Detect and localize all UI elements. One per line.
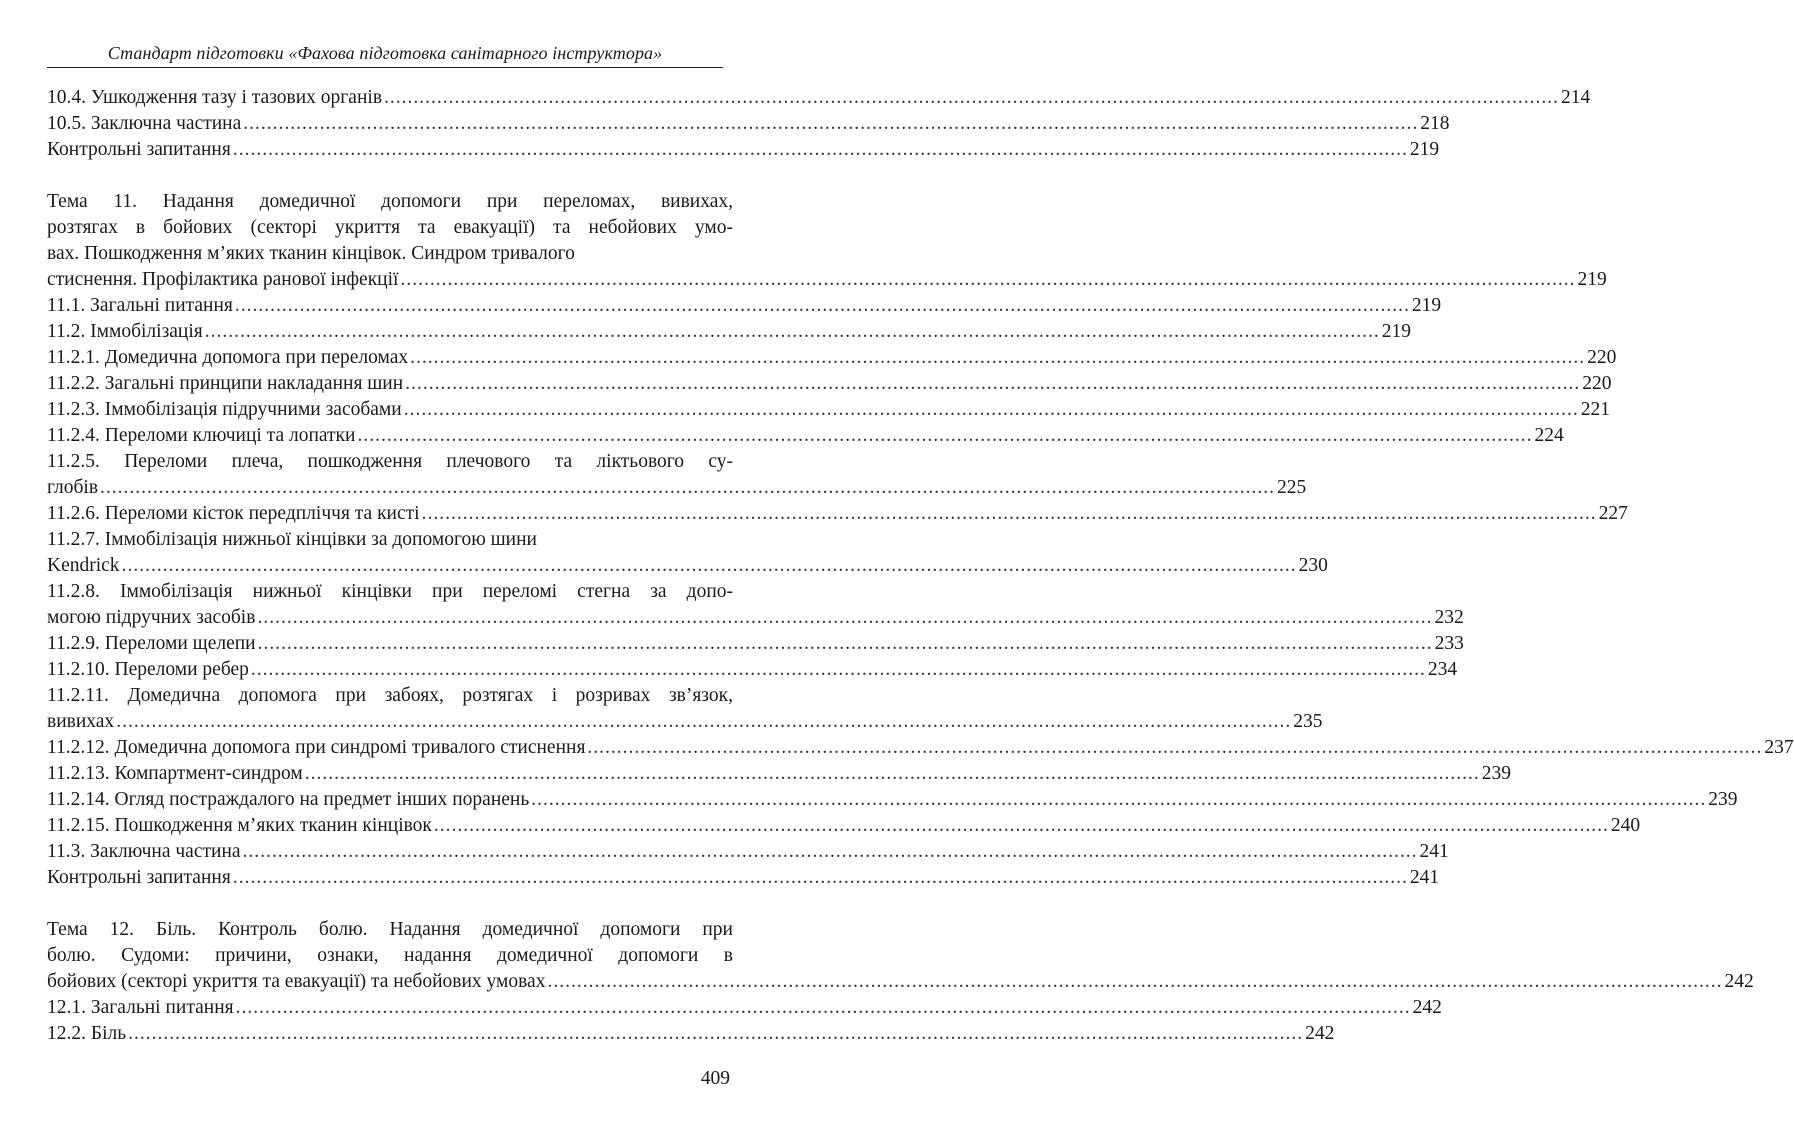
toc-entry[interactable] (47, 813, 1641, 839)
dot-leader: ........................................................................................................................................................................................................ (384, 87, 1560, 108)
toc-entry-page: 230 (1298, 555, 1328, 576)
toc-entry-page: 242 (1412, 997, 1442, 1018)
dot-leader: ........................................................................................................................................................................................................ (405, 373, 1581, 394)
dot-leader: ........................................................................................................................................................................................................ (204, 321, 1380, 342)
toc-entry-page: 232 (1434, 607, 1464, 628)
toc-entry-page: 227 (1598, 503, 1628, 524)
toc-group-11-a (47, 293, 1617, 449)
toc-entry-page: 239 (1708, 789, 1738, 810)
page-number: 409 (700, 1068, 730, 1089)
toc-entry-line (47, 605, 1464, 631)
toc-entry-11-2-6[interactable] (47, 501, 1628, 527)
toc-entry[interactable] (47, 397, 1610, 423)
toc-entry[interactable] (47, 735, 1794, 761)
toc-entry-page: 220 (1582, 373, 1612, 394)
toc-entry-page: 242 (1305, 1023, 1335, 1044)
toc-entry-title: 11.2.1. Домедична допомога при переломах (47, 347, 409, 368)
toc-entry-title: 11.2.4. Переломи ключиці та лопатки (47, 425, 356, 446)
dot-leader: ........................................................................................................................................................................................................ (100, 477, 1276, 498)
toc-entry-page: 241 (1409, 867, 1440, 888)
toc-group-11-c (47, 735, 1794, 891)
toc-entry-title: 11.2.12. Домедична допомога при синдромі тривалого стиснення (47, 737, 586, 758)
toc-entry-line: 11.2.11. Домедична допомога при забоях, розтягах і розривах зв’язок, (47, 685, 733, 706)
topic-11-last-line (47, 267, 1607, 293)
toc-entry[interactable] (47, 85, 1591, 111)
dot-leader: ........................................................................................................................................................................................................ (531, 789, 1707, 810)
toc-entry[interactable] (47, 631, 1464, 657)
toc-entry-title: 11.2. Іммобілізація (47, 321, 203, 342)
topic-11-line: розтягах в бойових (секторі укриття та евакуації) та небойових умо- (47, 217, 733, 238)
dot-leader: ........................................................................................................................................................................................................ (257, 607, 1433, 628)
toc-entry[interactable] (47, 423, 1564, 449)
toc-entry-page: 219 (1381, 321, 1411, 342)
toc-entry[interactable] (47, 111, 1450, 137)
dot-leader: ........................................................................................................................................................................................................ (121, 555, 1297, 576)
dot-leader: ........................................................................................................................................................................................................ (250, 659, 1426, 680)
toc-entry-page: 241 (1419, 841, 1449, 862)
dot-leader: ........................................................................................................................................................................................................ (128, 1023, 1304, 1044)
table-of-contents (47, 85, 1794, 1047)
toc-entry-page: 242 (1724, 971, 1754, 992)
dot-leader: ........................................................................................................................................................................................................ (304, 763, 1480, 784)
toc-entry-title: 11.2.6. Переломи кісток передпліччя та кисті (47, 503, 420, 524)
toc-entry-title: 11.2.3. Іммобілізація підручними засобами (47, 399, 402, 420)
toc-entry-11-2-7[interactable] (47, 527, 1328, 579)
dot-leader: ........................................................................................................................................................................................................ (235, 997, 1411, 1018)
toc-entry-line: 11.2.8. Іммобілізація нижньої кінцівки при переломі стегна за допо- (47, 581, 733, 602)
toc-entry-page: 234 (1427, 659, 1458, 680)
dot-leader: ........................................................................................................................................................................................................ (403, 399, 1579, 420)
toc-entry-title: Контрольні запитання (47, 139, 231, 160)
dot-leader: ........................................................................................................................................................................................................ (547, 971, 1723, 992)
toc-entry-page: 239 (1481, 763, 1511, 784)
topic-12-line: болю. Судоми: причини, ознаки, надання домедичної допомоги в (47, 945, 733, 966)
toc-entry-title: 11.2.15. Пошкодження м’яких тканин кінцівок (47, 815, 432, 836)
toc-entry-page: 225 (1277, 477, 1307, 498)
toc-entry-page: 219 (1411, 295, 1442, 316)
toc-topic-11[interactable] (47, 189, 1607, 293)
dot-leader: ........................................................................................................................................................................................................ (410, 347, 1586, 368)
toc-entry[interactable] (47, 345, 1617, 371)
topic-11-line: Тема 11. Надання домедичної допомоги при переломах, вивихах, (47, 191, 733, 212)
toc-entry-title: 11.3. Заключна частина (47, 841, 241, 862)
toc-entry-title: 10.5. Заключна частина (47, 113, 242, 134)
dot-leader: ........................................................................................................................................................................................................ (243, 113, 1419, 134)
toc-entry-page: 237 (1764, 737, 1794, 758)
toc-entry-title: 11.2.14. Огляд постраждалого на предмет інших поранень (47, 789, 530, 810)
toc-entry-page: 219 (1577, 269, 1607, 290)
toc-group-10 (47, 85, 1591, 163)
toc-entry-title: 11.2.13. Компартмент-синдром (47, 763, 303, 784)
toc-entry[interactable] (47, 761, 1511, 787)
toc-entry-title: 12.1. Загальні питання (47, 997, 234, 1018)
toc-entry-page: 214 (1561, 87, 1591, 108)
toc-entry-title: 12.2. Біль (47, 1023, 127, 1044)
dot-leader: ........................................................................................................................................................................................................ (421, 503, 1597, 524)
toc-entry-page: 218 (1420, 113, 1450, 134)
toc-entry-page: 235 (1293, 711, 1323, 732)
toc-entry-title: 10.4. Ушкодження тазу і тазових органів (47, 87, 383, 108)
toc-entry-line: 11.2.7. Іммобілізація нижньої кінцівки за допомогою шини (47, 529, 537, 550)
toc-entry-11-2-11[interactable] (47, 683, 1323, 735)
toc-entry-title: 11.2.2. Загальні принципи накладання шин (47, 373, 404, 394)
toc-entry-title: 11.2.9. Переломи щелепи (47, 633, 256, 654)
dot-leader: ........................................................................................................................................................................................................ (257, 633, 1433, 654)
toc-entry[interactable] (47, 865, 1440, 891)
toc-entry-title: могою підручних засобів (47, 607, 256, 628)
topic-12-last-line (47, 969, 1754, 995)
toc-entry-page: 233 (1434, 633, 1464, 654)
toc-entry[interactable] (47, 995, 1442, 1021)
toc-entry-title: 11.1. Загальні питання (47, 295, 233, 316)
dot-leader: ........................................................................................................................................................................................................ (232, 867, 1408, 888)
toc-entry-title: вивихах (47, 711, 115, 732)
toc-entry-11-2-8[interactable] (47, 579, 1464, 631)
running-header: Стандарт підготовки «Фахова підготовка санітарного інструктора» (107, 43, 663, 63)
dot-leader: ........................................................................................................................................................................................................ (357, 425, 1533, 446)
dot-leader: ........................................................................................................................................................................................................ (116, 711, 1292, 732)
toc-entry-page: 219 (1409, 139, 1440, 160)
toc-group-12 (47, 995, 1442, 1047)
toc-entry-title: 11.2.10. Переломи ребер (47, 659, 249, 680)
toc-entry-title: глобів (47, 477, 99, 498)
toc-entry[interactable] (47, 319, 1411, 345)
toc-entry-line: 11.2.5. Переломи плеча, пошкодження плечового та ліктьового су- (47, 451, 733, 472)
topic-12-line: Тема 12. Біль. Контроль болю. Надання домедичної допомоги при (47, 919, 733, 940)
toc-entry[interactable] (47, 137, 1440, 163)
dot-leader: ........................................................................................................................................................................................................ (400, 269, 1576, 290)
toc-topic-12[interactable] (47, 917, 1754, 995)
toc-entry-11-2-5[interactable] (47, 449, 1307, 501)
header-rule (47, 67, 723, 68)
topic-11-line: вах. Пошкодження м’яких тканин кінцівок. Синдром тривалого (47, 243, 575, 264)
toc-entry-title: Контрольні запитання (47, 867, 231, 888)
toc-entry-page: 220 (1587, 347, 1617, 368)
dot-leader: ........................................................................................................................................................................................................ (587, 737, 1763, 758)
toc-entry[interactable] (47, 657, 1458, 683)
toc-entry-line (47, 709, 1323, 735)
dot-leader: ........................................................................................................................................................................................................ (433, 815, 1609, 836)
toc-entry[interactable] (47, 787, 1738, 813)
section-gap (47, 891, 733, 917)
dot-leader: ........................................................................................................................................................................................................ (242, 841, 1418, 862)
toc-entry[interactable] (47, 1021, 1335, 1047)
toc-group-11-b (47, 631, 1464, 683)
toc-entry[interactable] (47, 371, 1612, 397)
toc-entry-title: Kendrick (47, 555, 120, 576)
toc-entry[interactable] (47, 839, 1449, 865)
toc-entry-title: стиснення. Профілактика ранової інфекції (47, 269, 399, 290)
section-gap (47, 163, 733, 189)
toc-entry-title: бойових (секторі укриття та евакуації) та небойових умовах (47, 971, 546, 992)
dot-leader: ........................................................................................................................................................................................................ (234, 295, 1410, 316)
toc-entry-page: 224 (1534, 425, 1564, 446)
toc-entry-line (47, 475, 1307, 501)
toc-entry[interactable] (47, 293, 1442, 319)
dot-leader: ........................................................................................................................................................................................................ (232, 139, 1408, 160)
toc-entry-page: 240 (1610, 815, 1641, 836)
toc-entry-line (47, 553, 1328, 579)
toc-entry-page: 221 (1580, 399, 1610, 420)
